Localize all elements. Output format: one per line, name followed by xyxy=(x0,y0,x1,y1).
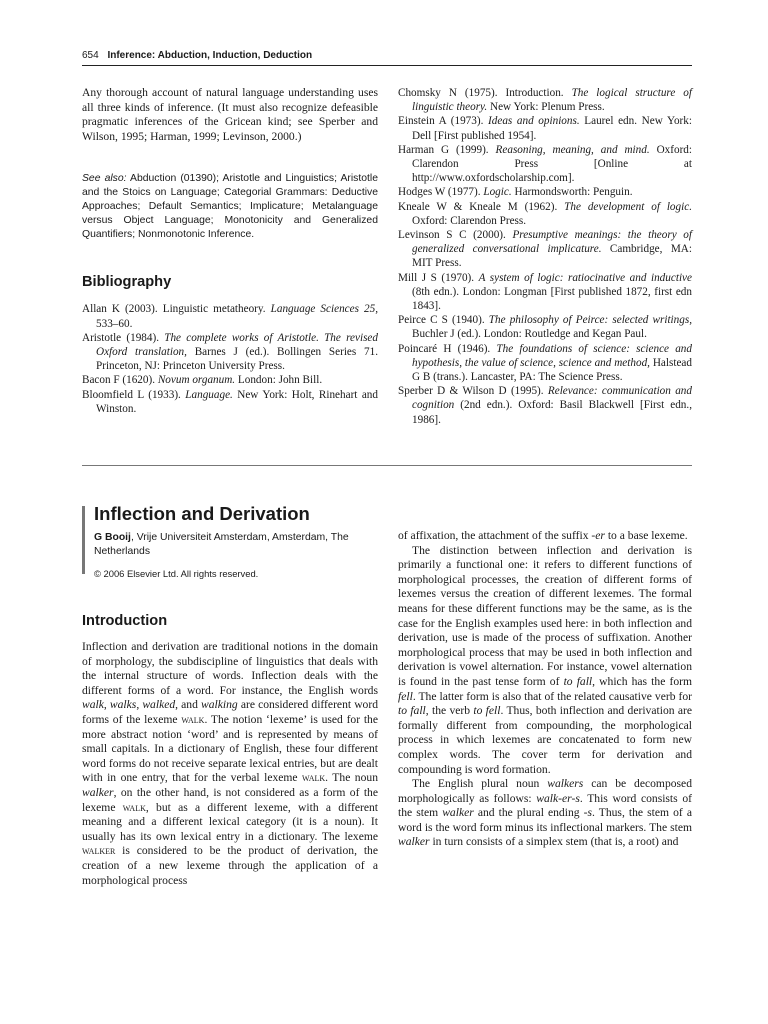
reference-entry xyxy=(398,114,692,142)
reference-author: Chomsky N (1975). Introduction. xyxy=(398,87,572,99)
see-also-label: See also: xyxy=(82,173,127,185)
reference-details: Laurel edn. New York: Dell [First published 1954]. xyxy=(412,115,692,142)
reference-author: Hodges W (1977). xyxy=(398,186,484,199)
header-rule xyxy=(82,65,692,66)
author-line xyxy=(94,531,379,558)
reference-work-title: Ideas and opinions. xyxy=(488,115,580,128)
reference-entry xyxy=(398,313,692,341)
reference-author: Mill J S (1970). xyxy=(398,271,479,284)
reference-author: Poincaré H (1946). xyxy=(398,342,497,355)
reference-work-title: Reasoning, meaning, and mind. xyxy=(495,143,650,156)
bibliography-left-list xyxy=(82,302,378,416)
reference-details: Cambridge, MA: MIT Press. xyxy=(412,243,692,270)
reference-work-title: The complete works of Aristotle. The revised Oxford translation, xyxy=(96,331,378,358)
reference-entry xyxy=(82,373,378,387)
reference-author: Peirce C S (1940). xyxy=(398,314,489,327)
intro-left-text xyxy=(82,640,378,888)
reference-author: Allan K (2003). Linguistic metatheory. xyxy=(82,303,271,316)
reference-work-title: Relevance: communication and cognition xyxy=(412,385,692,412)
reference-work-title: Language. xyxy=(185,388,233,401)
reference-details: 533–60. xyxy=(96,317,133,330)
reference-work-title: Novum organum. xyxy=(157,374,236,387)
reference-author: Aristotle (1984). xyxy=(82,331,165,344)
article-divider xyxy=(82,465,692,466)
reference-details: Oxford: Clarendon Press. xyxy=(412,214,527,227)
reference-work-title: The logical structure of linguistic theory. xyxy=(412,87,692,114)
reference-entry xyxy=(82,331,378,374)
reference-work-title: The foundations of science: science and hypothesis, the value of science, science and method, xyxy=(412,342,692,369)
reference-author: Bacon F (1620). xyxy=(82,374,158,387)
reference-entry xyxy=(82,388,378,416)
reference-details: (2nd edn.). Oxford: Basil Blackwell [First edn., 1986]. xyxy=(412,399,692,426)
reference-author: Bloomfield L (1933). xyxy=(82,388,186,401)
intro-paragraph-1: Inflection and derivation are traditional notions in the domain of morphology, the subdiscipline of linguistics that deals with the internal structure of words. Inflection deals with the different forms of a word. For instance, the English words walk, walks, walked, and walking are considered different word forms of the lexeme walk. The notion ‘lexeme’ is used for the more abstract notion ‘word’ and is represented by means of small capitals. In a dictionary of English, these four different word forms do not receive separate lexical entries, but are dealt with in one entry, that for the verbal lexeme walk. The noun walker, on the other hand, is not considered as a form of the lexeme walk, but as a different lexeme, with a different meaning and a different lexical category (it is a noun). It usually has its own lexical entry in a dictionary. The lexeme walker is considered to be the product of derivation, the creation of a new lexeme through the application of a morphological process xyxy=(82,640,379,887)
copyright-notice: © 2006 Elsevier Ltd. All rights reserved. xyxy=(94,568,259,579)
reference-author: Harman G (1999). xyxy=(398,143,496,156)
page-number: 654 xyxy=(82,50,99,61)
reference-work-title: The development of logic. xyxy=(564,200,692,213)
reference-author: Einstein A (1973). xyxy=(398,115,489,128)
author-name: G Booij xyxy=(94,532,131,543)
reference-entry xyxy=(398,185,692,199)
reference-entry xyxy=(398,384,692,427)
reference-author: Levinson S C (2000). xyxy=(398,229,513,242)
reference-entry xyxy=(398,200,692,228)
reference-details: Oxford: Clarendon Press [Online at http://www.oxfordscholarship.com]. xyxy=(412,143,693,185)
reference-details: New York: Holt, Rinehart and Winston. xyxy=(96,388,378,415)
reference-entry xyxy=(398,86,692,114)
title-accent-bar xyxy=(82,506,85,574)
bibliography-right-list xyxy=(398,86,692,427)
see-also-text: Abduction (01390); Aristotle and Linguistics; Aristotle and the Stoics on Language; Categorial Grammars: Deductive Approaches; Default Semantics; Implicature; Metalanguage versus Object Language; Monotonicity and Generalized Quantifiers; Nonmonotonic Inference. xyxy=(82,173,378,241)
reference-work-title: Presumptive meanings: the theory of generalized conversational implicature. xyxy=(412,229,692,256)
reference-details: Barnes J (ed.). Bollingen Series 71. Princeton, NJ: Princeton University Press. xyxy=(96,345,378,373)
closing-paragraph: Any thorough account of natural language understanding uses all three kinds of inference. (It must also recognize defeasible pragmatic inferences of the Gricean kind; see Sperber and Wilson, 1995; Harman, 1999; Levinson, 2000.) xyxy=(82,86,378,143)
introduction-heading: Introduction xyxy=(82,613,168,629)
reference-author: Kneale W & Kneale M (1962). xyxy=(398,200,565,213)
see-also xyxy=(82,172,378,242)
reference-entry xyxy=(398,143,692,186)
reference-details: (8th edn.). London: Longman [First published 1872, first edn 1843]. xyxy=(412,285,692,313)
reference-entry xyxy=(398,228,692,271)
reference-details: London: John Bill. xyxy=(235,374,323,387)
top-right-column xyxy=(398,86,692,427)
reference-author: Sperber D & Wilson D (1995). xyxy=(398,385,548,398)
reference-details: Harmondsworth: Penguin. xyxy=(511,186,633,199)
article-title: Inflection and Derivation xyxy=(94,503,310,524)
reference-details: New York: Plenum Press. xyxy=(487,101,605,114)
intro-paragraph-1-cont: of affixation, the attachment of the suffix -er to a base lexeme. xyxy=(398,529,688,542)
reference-entry xyxy=(398,271,692,314)
reference-entry xyxy=(398,342,692,385)
bibliography-heading: Bibliography xyxy=(82,274,172,291)
reference-work-title: A system of logic: ratiocinative and inductive xyxy=(478,271,692,284)
reference-details: Halstead G B (trans.). Lancaster, PA: The Science Press. xyxy=(412,356,692,384)
intro-paragraph-3: The English plural noun walkers can be decomposed morphologically as follows: walk-er-s. This word consists of the stem walker and the plural ending -s. Thus, the stem of a word is the word form minus its inflectional markers. The stem walker in turn consists of a simplex stem (that is, a root) and xyxy=(398,777,692,849)
intro-paragraph-2: The distinction between inflection and derivation is primarily a functional one: it refers to different functions of morphological processes, the creation of different forms of lexemes versus the creation of different lexemes. The formal means for these different functions may be the same, as is the case for the English examples used here: in both inflection and derivation, use is made of the process of suffixation. Another morphological process that may be used in both inflection and derivation is vowel alternation. For instance, vowel alternation is found in the past tense form of to fall, which has the form fell. The latter form is also that of the related causative verb for to fall, the verb to fell. Thus, both inflection and derivation are formally different from compounding, the morphological process in which lexemes are concatenated to form new complex words. The cover term for derivation and compounding is word formation. xyxy=(398,543,692,776)
reference-work-title: Logic. xyxy=(483,186,512,199)
intro-right-text xyxy=(398,529,692,850)
reference-work-title: The philosophy of Peirce: selected writings, xyxy=(488,314,693,327)
top-left-column xyxy=(82,86,378,416)
reference-entry xyxy=(82,302,378,330)
running-title: Inference: Abduction, Induction, Deduction xyxy=(107,50,313,61)
author-affiliation: , Vrije Universiteit Amsterdam, Amsterdam, The Netherlands xyxy=(94,532,349,557)
reference-work-title: Language Sciences 25, xyxy=(270,303,378,316)
running-header xyxy=(82,50,692,61)
reference-details: Buchler J (ed.). London: Routledge and Kegan Paul. xyxy=(412,328,647,341)
